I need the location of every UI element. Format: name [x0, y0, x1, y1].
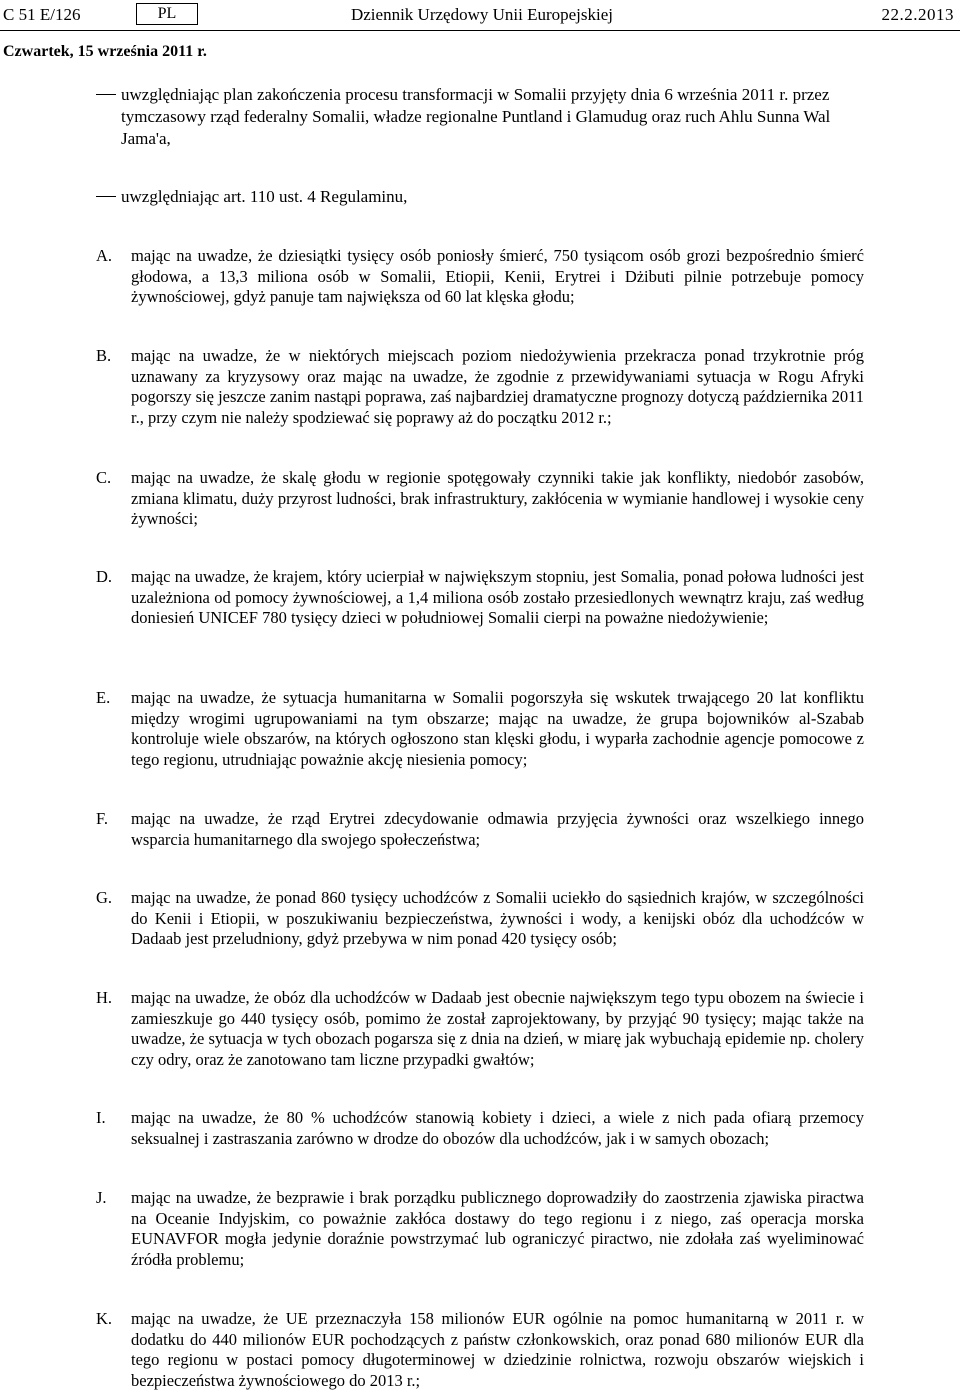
- recital-item: [96, 1188, 864, 1270]
- recital-label: C.: [96, 468, 112, 487]
- recital-text: mając na uwadze, że UE przeznaczyła 158 milionów EUR ogólnie na pomoc humanitarną w 2011 r. w dodatku do 440 milionów EUR pochodzących z państw członkowskich, oraz ponad 680 milionów EUR dla tego regionu w postaci pomocy długoterminowej w dziedzinie rolnictwa, rozwoju obszarów wiejskich i bezpieczeństwa żywnościowego do 2013 r.;: [131, 1309, 864, 1390]
- recital-text: mając na uwadze, że skalę głodu w regionie spotęgowały czynniki takie jak konflikty, niedobór zasobów, zmiana klimatu, duży przyrost ludności, brak infrastruktury, zakłócenia w wymianie handlowej i wysokie ceny żywności;: [131, 468, 864, 528]
- recital-item: [96, 688, 864, 770]
- recital-label: I.: [96, 1108, 106, 1127]
- recital-text: mając na uwadze, że ponad 860 tysięcy uchodźców z Somalii uciekło do sąsiednich krajów, w szczególności do Kenii i Etiopii, w poszukiwaniu bezpieczeństwa, żywności i wody, a kenijski obóz dla uchodźców w Dadaab jest przeludniony, gdyż przebywa w nim ponad 420 tysięcy osób;: [131, 888, 864, 948]
- language-badge: PL: [136, 3, 198, 25]
- journal-title: Dziennik Urzędowy Unii Europejskiej: [350, 5, 613, 24]
- recital-text: mając na uwadze, że krajem, który ucierpiał w największym stopniu, jest Somalia, ponad połowa ludności jest uzależniona od pomocy żywnościowej, a 1,4 miliona osób zostało przesiedlonych wewnątrz kraju, zaś według doniesień UNICEF 780 tysięcy dzieci w południowej Somalii cierpi na poważne niedożywienie;: [131, 567, 864, 627]
- recital-label: K.: [96, 1309, 113, 1328]
- recital-text: mając na uwadze, że 80 % uchodźców stanowią kobiety i dzieci, a wiele z nich pada ofiarą przemocy seksualnej i zastraszania zarówno w drodze do obozów dla uchodźców, jak i w samych obozach;: [131, 1108, 864, 1148]
- recital-item: [96, 1309, 864, 1391]
- recital-label: D.: [96, 567, 113, 586]
- citation-item: [96, 186, 866, 208]
- recital-item: [96, 567, 864, 629]
- citation-text: uwzględniając art. 110 ust. 4 Regulaminu,: [121, 187, 408, 206]
- recital-label: F.: [96, 809, 108, 828]
- page-header: [0, 0, 960, 31]
- citation-item: [96, 84, 866, 150]
- recital-item: [96, 1108, 864, 1149]
- issue-date: 22.2.2013: [881, 5, 954, 24]
- recital-label: J.: [96, 1188, 107, 1207]
- recital-item: [96, 246, 864, 308]
- recital-label: B.: [96, 346, 112, 365]
- recital-text: mając na uwadze, że dziesiątki tysięcy osób poniosły śmierć, 750 tysiącom osób grozi bezpośrednio śmierć głodowa, a 13,3 miliona osób w Somalii, Etiopii, Kenii, Erytrei i Dżibuti pilnie potrzebuje pomocy żywnościowej, gdyż panuje tam największa od 60 lat klęska głodu;: [131, 246, 864, 306]
- recital-label: A.: [96, 246, 113, 265]
- recital-text: mając na uwadze, że sytuacja humanitarna w Somalii pogorszyła się wskutek trwającego 20 lat konfliktu między wrogimi ugrupowaniami na tym obszarze; mając na uwadze, że grupa bojowników al-Szabab kontroluje wiele obszarów, na których ogłoszono stan klęski głodu, i wyparła zachodnie agencje pomocowe z tego regionu, utrudniając poważnie akcję niesienia pomocy;: [131, 688, 864, 769]
- session-date: Czwartek, 15 września 2011 r.: [3, 43, 207, 60]
- recital-text: mając na uwadze, że w niektórych miejscach poziom niedożywienia przekracza ponad trzykrotnie próg uznawany za kryzysowy oraz mając na uwadze, że zgodnie z przewidywaniami sytuacja w Rogu Afryki pogorszy się jeszcze zanim nastąpi poprawa, zaś najbardziej dramatyczne prognozy dotyczą października 2011 r., przy czym nie należy spodziewać się poprawy aż do początku 2012 r.;: [131, 346, 864, 427]
- journal-series: C 51 E/126: [3, 5, 81, 24]
- recital-item: [96, 468, 864, 530]
- recital-item: [96, 988, 864, 1070]
- recital-label: G.: [96, 888, 113, 907]
- recital-item: [96, 346, 864, 428]
- recital-label: E.: [96, 688, 111, 707]
- citation-text: uwzględniając plan zakończenia procesu transformacji w Somalii przyjęty dnia 6 września 2011 r. przez tymczasowy rząd federalny Somalii, władze regionalne Puntland i Glamudug oraz ruch Ahlu Sunna Wal Jama'a,: [121, 85, 831, 148]
- recital-text: mając na uwadze, że obóz dla uchodźców w Dadaab jest obecnie największym tego typu obozem na świecie i zamieszkuje go 440 tysięcy osób, pomimo że został zaprojektowany, by przyjąć 90 tysięcy; mając także na uwadze, że sytuacja w tych obozach pogarsza się z dnia na dzień, w miarę jak wybuchają epidemie np. cholery czy odry, oraz że zanotowano tam liczne przypadki gwałtów;: [131, 988, 864, 1069]
- recital-item: [96, 809, 864, 850]
- recital-text: mając na uwadze, że bezprawie i brak porządku publicznego doprowadziły do zaostrzenia zjawiska piractwa na Oceanie Indyjskim, co poważnie zakłóca dostawy do tego regionu i z niego, zaś operacja morska EUNAVFOR mogła jedynie doraźnie powstrzymać lub ograniczyć piractwo, nie zdołała zaś wyeliminować źródła problemu;: [131, 1188, 864, 1269]
- recital-text: mając na uwadze, że rząd Erytrei zdecydowanie odmawia przyjęcia żywności oraz wszelkiego innego wsparcia humanitarnego dla swojego społeczeństwa;: [131, 809, 864, 849]
- recital-label: H.: [96, 988, 113, 1007]
- recital-item: [96, 888, 864, 950]
